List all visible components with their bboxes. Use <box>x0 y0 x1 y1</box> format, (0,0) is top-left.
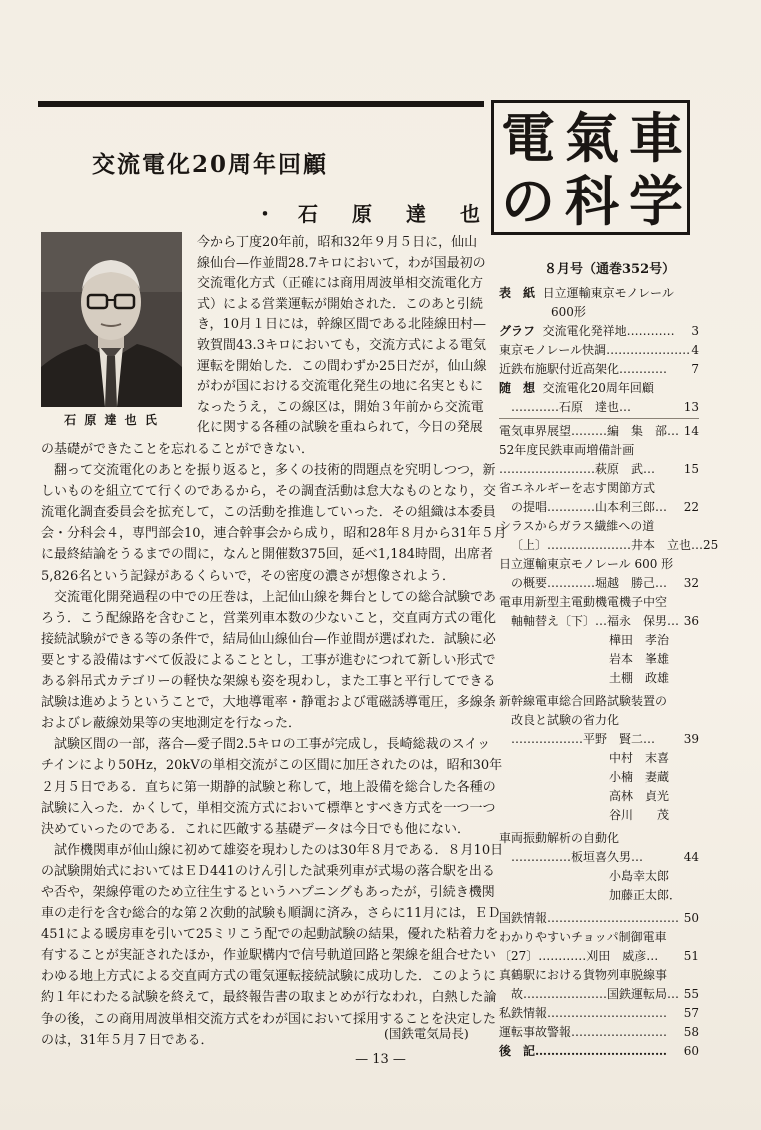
text-line: 敦賀間43.3キロにおいても，交流方式による電気 <box>197 337 486 353</box>
toc-item[interactable] <box>499 360 699 379</box>
table-of-contents <box>499 284 719 1061</box>
text-line: 試験に入った．かくして，単相交流方式において標準とすべき方式を一つ一つ <box>41 800 496 816</box>
text-line: 約１年にわたる試験を終えて，最終報告書の取まとめが行なわれ，白熱した論 <box>41 990 497 1006</box>
toc-co-author: 土棚 政雄 <box>609 671 670 685</box>
text-line: 試験は進めようということで，大地導電率・静電および電磁誘導電圧，多線条 <box>41 695 496 711</box>
toc-page: 55 <box>683 987 699 1001</box>
toc-item-title: 東京モノレール快調………………… <box>499 343 691 357</box>
toc-item-title[interactable]: 車両振動解析の自動化 <box>499 831 620 845</box>
toc-item[interactable] <box>499 947 699 966</box>
author-byline <box>255 198 487 227</box>
toc-item-author: …………石原 達也… <box>511 400 632 414</box>
text-line: 試作機関車が仙山線に初めて雄姿を現わしたのは30年８月である．８月10日 <box>41 842 504 858</box>
toc-item-title[interactable]: 52年度民鉄車両増備計画 <box>499 443 635 457</box>
text-line: 化に関する各種の試験を重ねられて，今日の発展 <box>197 420 483 436</box>
toc-page: 25 <box>703 538 719 552</box>
toc-item-author: 〔上〕…………………井本 立也… <box>511 538 704 552</box>
article-title: 交流電化20周年回顧 <box>92 151 329 178</box>
toc-divider <box>499 418 699 419</box>
toc-page: 13 <box>683 400 699 414</box>
toc-page: 60 <box>683 1044 699 1058</box>
toc-item[interactable] <box>499 612 699 631</box>
text-line: ろう．こう配線路を含むこと，営業列車本数の少ないこと，交直両方式の電化 <box>41 610 497 626</box>
toc-item-title: 運転事故警報…………………… <box>499 1025 668 1039</box>
toc-co-author: 小島幸太郎 <box>609 869 670 883</box>
toc-item-title[interactable]: シラスからガラス繊維への道 <box>499 519 655 533</box>
text-line: 今から丁度20年前，昭和32年９月５日に，仙山 <box>197 235 478 250</box>
toc-item-title[interactable]: 新幹線電車総合回路試験装置の <box>499 694 668 708</box>
toc-page: 15 <box>683 462 699 476</box>
text-line: なったうえ，この線区は，開始３年前から交流電 <box>197 399 484 415</box>
toc-item-author: 軸軸替え〔下〕…福永 保男… <box>511 614 680 628</box>
toc-page: 3 <box>691 324 699 338</box>
toc-item[interactable] <box>499 730 699 749</box>
toc-co-author: 小楠 妻蔵 <box>609 770 670 784</box>
masthead-char: 電 <box>501 106 555 170</box>
text-line: 有することが実証されたほか，作並駅構内で信号軌道回路と架線を組合せたい <box>41 948 497 964</box>
masthead-char: 学 <box>629 169 683 233</box>
toc-item[interactable] <box>499 574 699 593</box>
text-line: がわが国における交流電化発生の地に名実ともに <box>197 379 484 395</box>
text-line: 決めていったのである．これに匹敵する基礎データは今日でも他にない． <box>41 821 471 837</box>
toc-co-author: 岩本 峯雄 <box>609 652 670 666</box>
toc-item-title[interactable]: 省エネルギーを志す関節方式 <box>499 481 656 495</box>
toc-cover <box>499 284 699 303</box>
toc-item[interactable] <box>499 460 699 479</box>
toc-section-label: 随 想 <box>499 381 536 395</box>
text-line: わゆる地上方式による交直両方式の電気運転接続試験に成功した．このように <box>41 969 497 985</box>
toc-item[interactable] <box>499 1042 699 1061</box>
text-line: や否や，架線停電のため立往生するというハプニングもあったが，引続き機関 <box>41 884 495 900</box>
toc-item-title[interactable]: 改良と試験の省力化 <box>511 713 620 727</box>
toc-item[interactable] <box>499 848 699 867</box>
text-line: き，10月１日には，幹線区間である北陸線田村— <box>197 317 487 333</box>
toc-item-author: ……………板垣喜久男… <box>511 850 644 864</box>
toc-essay[interactable] <box>499 379 699 398</box>
toc-page: 4 <box>691 343 699 357</box>
article-body <box>41 439 507 1051</box>
toc-co-author: 高林 貞光 <box>609 789 670 803</box>
toc-item-title: 国鉄情報…………………………… <box>499 911 680 925</box>
photo-caption: 石 原 達 也 氏 <box>64 413 159 427</box>
text-line: およびレ蔽線効果等の実地測定を行なった． <box>41 716 302 732</box>
toc-page: 32 <box>683 576 699 590</box>
toc-item-title: 後 記…………………………… <box>499 1044 668 1058</box>
toc-item-title: 600形 <box>551 305 586 319</box>
toc-page: 7 <box>691 362 699 376</box>
toc-page: 57 <box>683 1006 699 1020</box>
toc-item-title[interactable]: 日立運輸東京モノレール 600 形 <box>499 557 674 571</box>
toc-page: 36 <box>683 614 699 628</box>
text-line: 争の後，この商用周波単相交流方式をわが国において採用することを決定した <box>41 1011 497 1027</box>
masthead-char: の <box>501 169 555 233</box>
toc-section-label: 表 紙 <box>499 286 536 300</box>
magazine-masthead <box>491 100 690 235</box>
toc-item[interactable] <box>499 422 699 441</box>
toc-co-author: 谷川 茂 <box>609 808 670 822</box>
author-credit: (国鉄電気局長) <box>384 1026 469 1041</box>
toc-item[interactable] <box>499 909 699 928</box>
toc-item-title[interactable]: 電車用新型主電動機電機子中空 <box>499 595 668 609</box>
toc-item-title: 電気車界展望………編 集 部… <box>499 424 680 438</box>
toc-item-author: ………………平野 賢二… <box>511 732 656 746</box>
text-line: 会・分科会４，専門部会10，連合幹事会から成り，昭和28年８月から31年５月 <box>41 526 507 542</box>
toc-item-title: 近鉄布施駅付近高架化………… <box>499 362 668 376</box>
toc-item[interactable] <box>499 498 699 517</box>
toc-page: 50 <box>683 911 699 925</box>
text-line: ２月５日である．直ちに第一期静的試験と称して，地上設備を総合した各種の <box>41 779 496 795</box>
text-line: 要とする設備はすべて仮設によることとし，工事が進むにつれて新しい形式で <box>41 652 496 668</box>
toc-item[interactable] <box>499 398 699 417</box>
author-dot: ・ <box>255 202 282 226</box>
text-line: 車の走行を含む総合的な第２次動的試験も順調に済み，さらに11月には，ＥＤ <box>41 906 501 922</box>
toc-item-author: ……………………萩原 武… <box>499 462 656 476</box>
text-line: 交流電化方式（正確には商用周波単相交流電化方 <box>197 276 484 292</box>
article-intro-paragraph <box>197 233 487 439</box>
toc-page: 39 <box>683 732 699 746</box>
toc-item[interactable] <box>499 322 699 341</box>
text-line: 451による暖房車を引いて25ミリこう配での起動試験の結果，優れた粘着力を <box>41 927 499 943</box>
toc-item-title: 交流電化20周年回顧 <box>542 381 654 395</box>
text-line: 式）による営業運転が開始された．このあと引続 <box>197 296 484 312</box>
text-line: 線仙台—作並間28.7キロにおいて，わが国最初の <box>197 255 486 271</box>
text-line: に最終結論をうるまでの間に，なんと開催数375回，延べ1,184時間，出席者 <box>41 547 494 563</box>
toc-section-label: グラフ <box>499 324 536 338</box>
text-line: のは，31年５月７日である． <box>41 1032 214 1048</box>
toc-item-title[interactable]: わかりやすいチョッパ制御電車 <box>499 930 667 944</box>
text-line: 5,826名という記録があるくらいで，その密度の濃さが想像されよう． <box>41 568 455 584</box>
toc-item-title: 私鉄情報………………………… <box>499 1006 668 1020</box>
issue-label: ８月号（通巻352号） <box>544 262 676 277</box>
text-line: の基礎ができたことを忘れることができない． <box>41 442 315 457</box>
text-line: 翻って交流電化のあとを振り返ると，多くの技術的問題点を究明しつつ，新 <box>41 463 496 479</box>
toc-item-title[interactable]: 真鶴駅における貨物列車脱線事 <box>499 968 668 982</box>
text-line: 運転を開始した．この間わずか25日だが，仙山線 <box>197 358 487 374</box>
toc-item-title: 日立運輸東京モノレール <box>542 286 674 300</box>
toc-item-author: 〔27〕…………刈田 威彦… <box>499 949 659 963</box>
masthead-char: 車 <box>629 106 683 170</box>
page-number: — 13 — <box>355 1052 406 1067</box>
masthead-char: 科 <box>565 169 619 233</box>
toc-item[interactable] <box>499 341 699 360</box>
toc-item-author: 故…………………国鉄運転局… <box>511 987 680 1001</box>
toc-item[interactable] <box>499 1004 699 1023</box>
top-rule <box>38 101 484 107</box>
toc-page: 51 <box>683 949 699 963</box>
toc-co-author: 中村 末喜 <box>609 751 670 765</box>
toc-item-title: 交流電化発祥地………… <box>542 324 675 338</box>
text-line: チインにより50Hz，20kVの単相交流がこの区間に加圧されたのは，昭和30年 <box>41 758 503 774</box>
masthead-char: 氣 <box>565 106 619 170</box>
author-photo <box>41 232 182 407</box>
toc-page: 22 <box>683 500 699 514</box>
toc-item[interactable] <box>499 536 719 555</box>
toc-item-author: の提唱…………山本利三郎… <box>511 500 668 514</box>
text-line: 交流電化開発過程の中での圧巻は，上記仙山線を舞台としての総合試験であ <box>41 589 497 605</box>
toc-page: 44 <box>683 850 699 864</box>
text-line: 試験区間の一部，落合—愛子間2.5キロの工事が完成し，長崎総裁のスイッ <box>41 737 491 753</box>
toc-co-author: 樺田 孝治 <box>609 633 670 647</box>
text-line: の試験開始式においてはＥＤ441のけん引した試乗列車が式場の落合駅を出る <box>41 863 495 879</box>
toc-item[interactable] <box>499 1023 699 1042</box>
toc-item[interactable] <box>499 985 699 1004</box>
toc-item-author: の概要…………堀越 勝己… <box>511 576 668 590</box>
text-line: しいものを組立てて行くのであるから，その調査活動は怠大なものとなり，交 <box>41 484 497 500</box>
text-line: 流電化調査委員会を拡充して，この活動を推進していった．その組織は本委員 <box>41 505 496 521</box>
text-line: 接続試験ができる等の条件で，結局仙山線仙台—作並間が選ばれた．試験に必 <box>41 631 496 647</box>
toc-page: 58 <box>683 1025 699 1039</box>
author-name: 石 原 達 也 <box>298 202 487 226</box>
toc-page: 14 <box>683 424 699 438</box>
toc-co-author: 加藤正太郎． <box>609 888 682 902</box>
author-portrait-image <box>41 232 182 407</box>
text-line: ある斜吊式カテゴリーの軽快な架線も姿を現わし，また工事と平行してできる <box>41 674 496 690</box>
